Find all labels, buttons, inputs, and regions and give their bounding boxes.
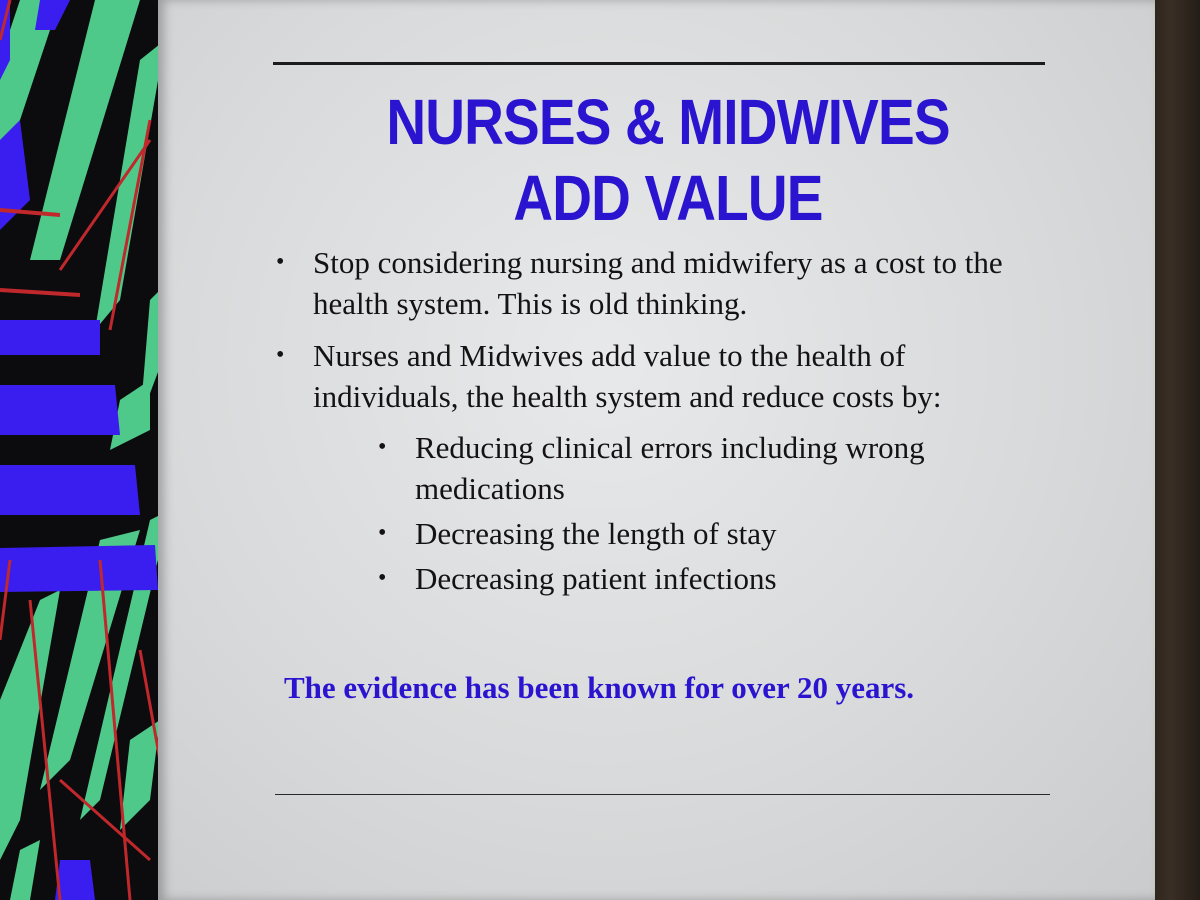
bullet-icon: • <box>378 520 387 546</box>
monitor-bezel-edge <box>1150 0 1200 900</box>
presentation-slide <box>158 0 1155 900</box>
top-divider-line <box>273 62 1045 65</box>
bullet-text: Stop considering nursing and midwifery as a cost to the health system. This is old thinking. <box>313 245 1003 321</box>
sub-bullet-text: Reducing clinical errors including wrong medications <box>415 430 925 506</box>
bullet-icon: • <box>276 249 285 275</box>
bullet-text: Nurses and Midwives add value to the health of individuals, the health system and reduce costs by: <box>313 338 942 414</box>
closing-note: The evidence has been known for over 20 years. <box>284 670 915 705</box>
list-item <box>276 335 1056 599</box>
decorative-background-art <box>0 0 170 900</box>
bullet-icon: • <box>276 342 285 368</box>
title-line-2: ADD VALUE <box>513 162 823 234</box>
bullet-icon: • <box>378 434 387 460</box>
bullet-list <box>276 242 1056 610</box>
sub-bullet-text: Decreasing the length of stay <box>415 516 777 551</box>
sub-list-item <box>378 427 1056 509</box>
bottom-divider-line <box>275 794 1050 795</box>
sub-list-item <box>378 513 1056 554</box>
bullet-icon: • <box>378 565 387 591</box>
list-item <box>276 242 1056 324</box>
sub-bullet-text: Decreasing patient infections <box>415 561 777 596</box>
sub-list-item <box>378 558 1056 599</box>
title-line-1: NURSES & MIDWIVES <box>386 86 950 158</box>
sub-bullet-list <box>378 427 1056 599</box>
slide-title <box>315 84 1020 236</box>
